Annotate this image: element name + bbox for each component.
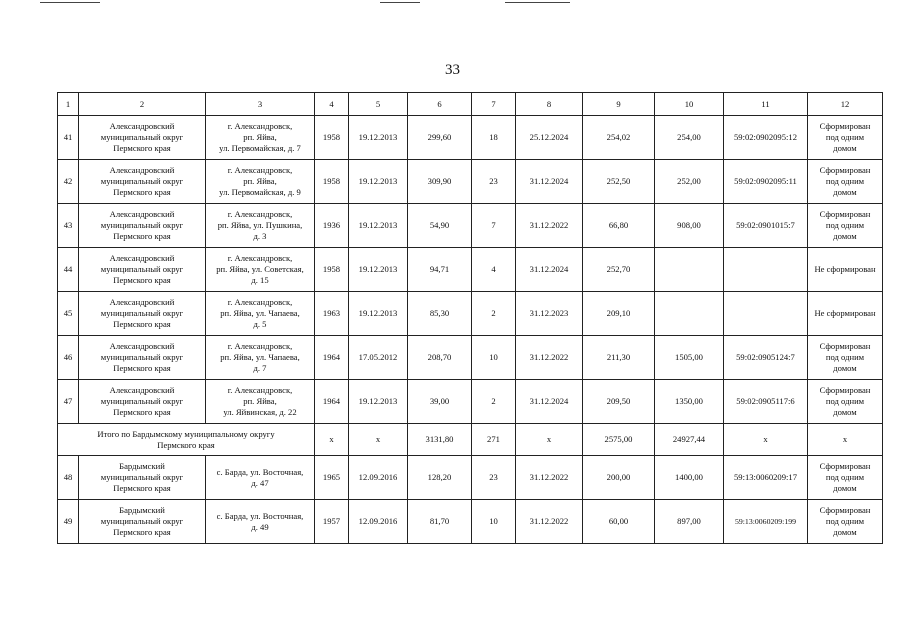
value-cell: 211,30 (583, 336, 655, 380)
address-cell-line: д. 47 (251, 477, 269, 488)
status-cell-line: под одним (825, 396, 865, 406)
municipality-cell-line: Александровский (109, 341, 175, 351)
municipality-cell-line: муниципальный округ (100, 472, 184, 482)
year-cell: 1958 (315, 160, 349, 204)
address-cell-line: д. 3 (253, 231, 267, 241)
column-header-10: 10 (655, 93, 724, 116)
deadline-cell: 31.12.2023 (516, 292, 583, 336)
municipality-cell-line: Александровский (109, 209, 175, 219)
value-cell: 209,10 (583, 292, 655, 336)
column-header-6: 6 (408, 93, 472, 116)
total-col-5: x (349, 424, 408, 456)
municipality-cell (79, 204, 206, 248)
value-cell: 254,02 (583, 116, 655, 160)
status-cell (808, 116, 883, 160)
table-row (58, 456, 883, 500)
address-cell-line: г. Александровск, (227, 121, 293, 131)
area-cell: 85,30 (408, 292, 472, 336)
municipality-cell-line: Александровский (109, 297, 175, 307)
residents-cell: 7 (472, 204, 516, 248)
municipality-cell-line: Пермского края (113, 275, 171, 285)
status-cell-line: домом (833, 363, 857, 373)
column-header-2: 2 (79, 93, 206, 116)
housing-register-table (57, 92, 883, 544)
table-row (58, 204, 883, 248)
status-cell-line: под одним (825, 132, 865, 142)
area-cell: 299,60 (408, 116, 472, 160)
address-cell (206, 380, 315, 424)
cadastral-cell: 59:02:0901015:7 (724, 204, 808, 248)
address-cell-line: г. Александровск, (227, 341, 293, 351)
municipality-cell-line: муниципальный округ (100, 352, 184, 362)
residents-cell: 10 (472, 336, 516, 380)
municipality-cell-line: Бардымский (119, 505, 165, 515)
top-rule-left (40, 2, 100, 3)
municipality-cell-line: муниципальный округ (100, 396, 184, 406)
year-cell: 1958 (315, 248, 349, 292)
residents-cell: 2 (472, 292, 516, 336)
municipality-cell-line: муниципальный округ (100, 176, 184, 186)
status-cell-line: домом (833, 231, 857, 241)
column-header-12: 12 (808, 93, 883, 116)
status-cell (808, 336, 883, 380)
year-cell: 1936 (315, 204, 349, 248)
address-cell-line: рп. Яйва, (243, 132, 277, 142)
municipality-cell-line: Александровский (109, 121, 175, 131)
status-cell (808, 292, 883, 336)
row-number: 47 (58, 380, 79, 424)
area-cell: 128,20 (408, 456, 472, 500)
status-cell-line: Сформирован (819, 121, 871, 131)
municipality-cell-line: Александровский (109, 253, 175, 263)
row-number: 43 (58, 204, 79, 248)
cadastral-cell: 59:13:0060209:199 (724, 500, 808, 544)
municipality-cell-line: Пермского края (113, 143, 171, 153)
status-cell-line: под одним (825, 516, 865, 526)
status-cell-line: Сформирован (819, 209, 871, 219)
date-cell: 19.12.2013 (349, 292, 408, 336)
cadastral-cell: 59:02:0905124:7 (724, 336, 808, 380)
date-cell: 17.05.2012 (349, 336, 408, 380)
value-cell: 200,00 (583, 456, 655, 500)
total-label-line: Пермского края (157, 439, 215, 450)
total-col-4: x (315, 424, 349, 456)
address-cell-line: г. Александровск, (227, 253, 293, 263)
status-cell-line: домом (833, 483, 857, 493)
address-cell-line: д. 7 (253, 363, 267, 373)
year-cell: 1964 (315, 336, 349, 380)
status-cell-line: под одним (825, 176, 865, 186)
municipality-cell (79, 500, 206, 544)
area-cell: 309,90 (408, 160, 472, 204)
total-area: 3131,80 (408, 424, 472, 456)
address-cell-line: г. Александровск, (227, 385, 293, 395)
municipality-cell (79, 248, 206, 292)
municipality-cell-line: Пермского края (113, 527, 171, 537)
table-row (58, 116, 883, 160)
address-cell (206, 336, 315, 380)
address-cell-line: рп. Яйва, ул. Чапаева, (220, 308, 300, 318)
status-cell-line: Сформирован (819, 385, 871, 395)
address-cell-line: ул. Первомайская, д. 7 (219, 143, 301, 153)
residents-cell: 23 (472, 456, 516, 500)
table-row (58, 160, 883, 204)
address-cell (206, 248, 315, 292)
value-cell: 209,50 (583, 380, 655, 424)
address-cell-line: рп. Яйва, ул. Чапаева, (220, 352, 300, 362)
value-cell: 60,00 (583, 500, 655, 544)
year-cell: 1964 (315, 380, 349, 424)
column-header-3: 3 (206, 93, 315, 116)
address-cell (206, 456, 315, 500)
deadline-cell: 31.12.2022 (516, 336, 583, 380)
value-cell: 252,70 (583, 248, 655, 292)
municipality-cell (79, 456, 206, 500)
value-cell: 252,50 (583, 160, 655, 204)
status-cell-line: Сформирован (819, 461, 871, 471)
total-col-8: x (516, 424, 583, 456)
municipality-cell (79, 160, 206, 204)
total-col-12: x (808, 424, 883, 456)
address-cell-line: рп. Яйва, (243, 396, 277, 406)
total-label (58, 424, 315, 456)
status-cell (808, 456, 883, 500)
address-cell-line: с. Барда, ул. Восточная, (216, 510, 304, 521)
status-cell-line: Сформирован (819, 505, 871, 515)
status-cell-line: домом (833, 527, 857, 537)
date-cell: 19.12.2013 (349, 116, 408, 160)
status-cell-line: домом (833, 187, 857, 197)
column-header-9: 9 (583, 93, 655, 116)
residents-cell: 23 (472, 160, 516, 204)
date-cell: 12.09.2016 (349, 456, 408, 500)
address-cell-line: рп. Яйва, ул. Советская, (216, 264, 304, 274)
deadline-cell: 31.12.2022 (516, 204, 583, 248)
total-col-11: x (724, 424, 808, 456)
address-cell-line: д. 49 (251, 521, 269, 532)
municipality-cell-line: Александровский (109, 165, 175, 175)
year-cell: 1958 (315, 116, 349, 160)
cadastral-cell (724, 248, 808, 292)
top-rule-center (380, 2, 420, 3)
area-cell: 208,70 (408, 336, 472, 380)
date-cell: 12.09.2016 (349, 500, 408, 544)
row-number: 45 (58, 292, 79, 336)
table-row (58, 500, 883, 544)
area-cell: 39,00 (408, 380, 472, 424)
municipality-cell-line: Пермского края (113, 187, 171, 197)
total-row (58, 424, 883, 456)
status-cell-line: под одним (825, 352, 865, 362)
land-area-cell (655, 248, 724, 292)
address-cell (206, 500, 315, 544)
page-number: 33 (445, 62, 460, 78)
date-cell: 19.12.2013 (349, 160, 408, 204)
top-rule-right (505, 2, 570, 3)
land-area-cell: 1400,00 (655, 456, 724, 500)
land-area-cell: 897,00 (655, 500, 724, 544)
municipality-cell (79, 292, 206, 336)
address-cell-line: ул. Первомайская, д. 9 (219, 187, 301, 197)
deadline-cell: 31.12.2024 (516, 160, 583, 204)
total-value: 2575,00 (583, 424, 655, 456)
municipality-cell-line: Бардымский (119, 461, 165, 471)
municipality-cell-line: муниципальный округ (100, 308, 184, 318)
land-area-cell (655, 292, 724, 336)
row-number: 46 (58, 336, 79, 380)
table-row (58, 292, 883, 336)
status-cell (808, 248, 883, 292)
column-header-7: 7 (472, 93, 516, 116)
table-row (58, 336, 883, 380)
column-header-5: 5 (349, 93, 408, 116)
row-number: 41 (58, 116, 79, 160)
address-cell-line: д. 5 (253, 319, 267, 329)
header-row (58, 93, 883, 116)
row-number: 49 (58, 500, 79, 544)
address-cell-line: рп. Яйва, (243, 176, 277, 186)
column-header-1: 1 (58, 93, 79, 116)
table-row (58, 248, 883, 292)
status-cell (808, 160, 883, 204)
status-cell-line: Сформирован (819, 341, 871, 351)
year-cell: 1965 (315, 456, 349, 500)
area-cell: 54,90 (408, 204, 472, 248)
deadline-cell: 31.12.2024 (516, 248, 583, 292)
address-cell (206, 292, 315, 336)
cadastral-cell: 59:02:0905117:6 (724, 380, 808, 424)
table-row (58, 380, 883, 424)
address-cell-line: с. Барда, ул. Восточная, (216, 466, 304, 477)
row-number: 42 (58, 160, 79, 204)
municipality-cell-line: муниципальный округ (100, 132, 184, 142)
municipality-cell-line: Пермского края (113, 319, 171, 329)
address-cell (206, 204, 315, 248)
municipality-cell-line: муниципальный округ (100, 220, 184, 230)
residents-cell: 18 (472, 116, 516, 160)
status-cell (808, 500, 883, 544)
deadline-cell: 31.12.2022 (516, 456, 583, 500)
date-cell: 19.12.2013 (349, 204, 408, 248)
municipality-cell (79, 380, 206, 424)
municipality-cell (79, 116, 206, 160)
column-header-8: 8 (516, 93, 583, 116)
land-area-cell: 254,00 (655, 116, 724, 160)
row-number: 44 (58, 248, 79, 292)
year-cell: 1963 (315, 292, 349, 336)
total-land-area: 24927,44 (655, 424, 724, 456)
cadastral-cell: 59:02:0902095:12 (724, 116, 808, 160)
land-area-cell: 1350,00 (655, 380, 724, 424)
address-cell-line: г. Александровск, (227, 209, 293, 219)
area-cell: 81,70 (408, 500, 472, 544)
column-header-11: 11 (724, 93, 808, 116)
land-area-cell: 1505,00 (655, 336, 724, 380)
status-cell-line: домом (833, 407, 857, 417)
municipality-cell (79, 336, 206, 380)
municipality-cell-line: Пермского края (113, 231, 171, 241)
municipality-cell-line: Александровский (109, 385, 175, 395)
address-cell-line: рп. Яйва, ул. Пушкина, (217, 220, 303, 230)
year-cell: 1957 (315, 500, 349, 544)
municipality-cell-line: муниципальный округ (100, 264, 184, 274)
municipality-cell-line: Пермского края (113, 407, 171, 417)
value-cell: 66,80 (583, 204, 655, 248)
status-cell-line: Сформирован (819, 165, 871, 175)
status-cell-line: Не сформирован (814, 264, 876, 274)
address-cell (206, 160, 315, 204)
deadline-cell: 31.12.2024 (516, 380, 583, 424)
area-cell: 94,71 (408, 248, 472, 292)
status-cell-line: под одним (825, 220, 865, 230)
residents-cell: 4 (472, 248, 516, 292)
date-cell: 19.12.2013 (349, 248, 408, 292)
status-cell-line: под одним (825, 472, 865, 482)
row-number: 48 (58, 456, 79, 500)
status-cell (808, 204, 883, 248)
status-cell-line: Не сформирован (814, 308, 876, 318)
municipality-cell-line: Пермского края (113, 363, 171, 373)
status-cell-line: домом (833, 143, 857, 153)
land-area-cell: 908,00 (655, 204, 724, 248)
column-header-4: 4 (315, 93, 349, 116)
address-cell-line: д. 15 (251, 275, 269, 285)
residents-cell: 2 (472, 380, 516, 424)
cadastral-cell (724, 292, 808, 336)
municipality-cell-line: муниципальный округ (100, 516, 184, 526)
status-cell (808, 380, 883, 424)
deadline-cell: 25.12.2024 (516, 116, 583, 160)
deadline-cell: 31.12.2022 (516, 500, 583, 544)
municipality-cell-line: Пермского края (113, 483, 171, 493)
date-cell: 19.12.2013 (349, 380, 408, 424)
address-cell-line: ул. Яйвинская, д. 22 (223, 407, 297, 417)
cadastral-cell: 59:02:0902095:11 (724, 160, 808, 204)
address-cell-line: г. Александровск, (227, 165, 293, 175)
address-cell-line: г. Александровск, (227, 297, 293, 307)
address-cell (206, 116, 315, 160)
land-area-cell: 252,00 (655, 160, 724, 204)
cadastral-cell: 59:13:0060209:17 (724, 456, 808, 500)
total-label-line: Итого по Бардымскому муниципальному округу (97, 428, 275, 439)
total-residents: 271 (472, 424, 516, 456)
residents-cell: 10 (472, 500, 516, 544)
